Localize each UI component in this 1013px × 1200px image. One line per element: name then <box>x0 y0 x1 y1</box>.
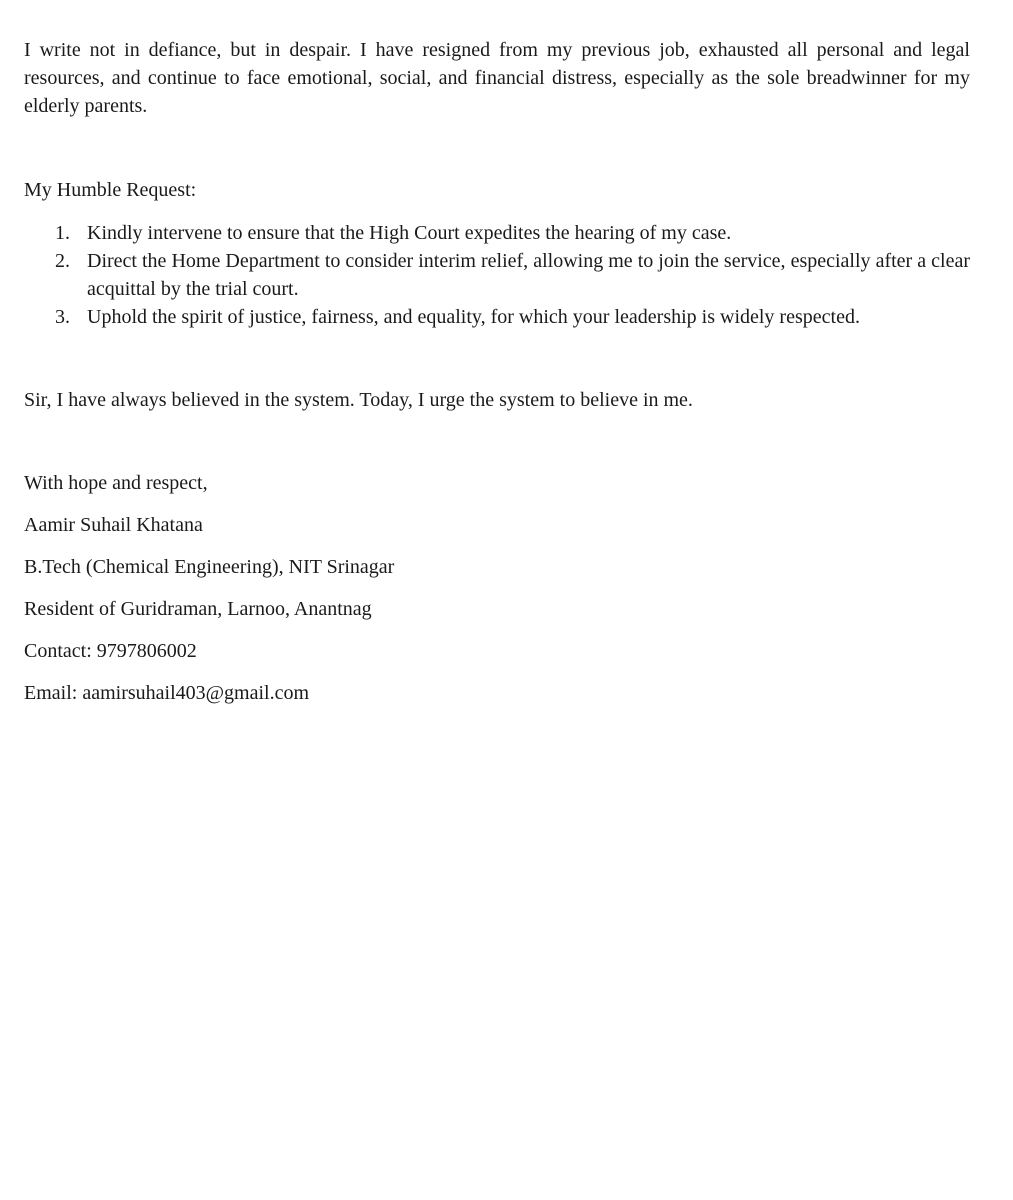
salutation: With hope and respect, <box>24 472 208 494</box>
list-item-text: Uphold the spirit of justice, fairness, and equality, for which your leadership is widely respected. <box>87 306 860 328</box>
list-item-text: Kindly intervene to ensure that the High Court expedites the hearing of my case. <box>87 222 732 244</box>
signatory-qualification: B.Tech (Chemical Engineering), NIT Srinagar <box>24 556 395 578</box>
intro-paragraph: I write not in defiance, but in despair. I have resigned from my previous job, exhausted all personal and legal resources, and continue to face emotional, social, and financial distress, especially as the sole breadwinner for my elderly parents. <box>24 39 970 117</box>
letter-body <box>24 36 970 704</box>
list-item <box>24 303 970 331</box>
list-item-number: 2. <box>55 250 70 272</box>
signatory-contact: Contact: 9797806002 <box>24 640 197 662</box>
request-list <box>24 219 970 331</box>
list-item-number: 3. <box>55 306 70 328</box>
request-heading: My Humble Request: <box>24 179 197 201</box>
signatory-residence: Resident of Guridraman, Larnoo, Anantnag <box>24 598 372 620</box>
signatory-email: Email: aamirsuhail403@gmail.com <box>24 682 310 704</box>
list-item-text: Direct the Home Department to consider interim relief, allowing me to join the service, especially after a clear acquittal by the trial court. <box>87 250 970 300</box>
list-item-number: 1. <box>55 222 70 244</box>
list-item <box>24 247 970 303</box>
closing-line: Sir, I have always believed in the system. Today, I urge the system to believe in me. <box>24 389 693 411</box>
signatory-name: Aamir Suhail Khatana <box>24 514 203 536</box>
list-item <box>24 219 970 247</box>
